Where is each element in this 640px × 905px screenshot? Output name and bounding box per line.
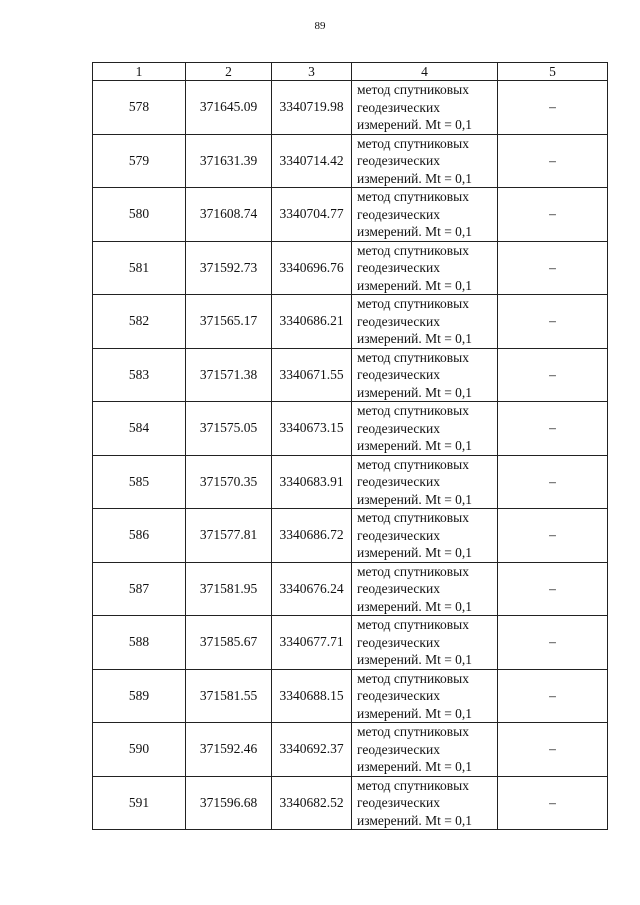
column-5-cell: – (498, 723, 608, 777)
x-coordinate-cell: 371581.55 (186, 669, 272, 723)
x-coordinate-cell: 371575.05 (186, 402, 272, 456)
column-5-cell: – (498, 241, 608, 295)
method-cell (352, 295, 498, 349)
point-number-cell: 586 (93, 509, 186, 563)
method-line: измерений. Mt = 0,1 (357, 545, 473, 560)
column-5-cell: – (498, 776, 608, 830)
x-coordinate-cell: 371571.38 (186, 348, 272, 402)
column-header-1: 1 (93, 63, 186, 81)
method-line: метод спутниковых (357, 563, 469, 579)
column-5-cell: – (498, 188, 608, 242)
table-row (93, 455, 608, 509)
column-5-cell: – (498, 562, 608, 616)
y-coordinate-cell: 3340719.98 (272, 81, 352, 135)
column-5-cell: – (498, 669, 608, 723)
x-coordinate-cell: 371608.74 (186, 188, 272, 242)
point-number-cell: 588 (93, 616, 186, 670)
x-coordinate-cell: 371592.73 (186, 241, 272, 295)
method-line: измерений. Mt = 0,1 (357, 812, 473, 828)
method-line: геодезических (357, 688, 440, 703)
y-coordinate-cell: 3340692.37 (272, 723, 352, 777)
method-line: измерений. Mt = 0,1 (357, 652, 473, 667)
method-line: измерений. Mt = 0,1 (357, 384, 473, 400)
method-line: измерений. Mt = 0,1 (357, 277, 473, 293)
y-coordinate-cell: 3340683.91 (272, 455, 352, 509)
table-row (93, 402, 608, 456)
column-5-cell: – (498, 402, 608, 456)
method-line: геодезических (357, 474, 440, 489)
point-number-cell: 585 (93, 455, 186, 509)
method-line: геодезических (357, 206, 440, 222)
method-cell (352, 348, 498, 402)
method-line: геодезических (357, 260, 440, 275)
method-line: геодезических (357, 527, 440, 543)
y-coordinate-cell: 3340676.24 (272, 562, 352, 616)
x-coordinate-cell: 371581.95 (186, 562, 272, 616)
method-cell (352, 134, 498, 188)
method-line: метод спутниковых (357, 670, 469, 686)
page-number: 89 (314, 20, 326, 32)
method-cell (352, 81, 498, 135)
table-body (93, 81, 608, 830)
method-line: геодезических (357, 634, 440, 650)
point-number-cell: 590 (93, 723, 186, 777)
method-line: измерений. Mt = 0,1 (357, 170, 473, 186)
point-number-cell: 582 (93, 295, 186, 349)
x-coordinate-cell: 371592.46 (186, 723, 272, 777)
x-coordinate-cell: 371596.68 (186, 776, 272, 830)
point-number-cell: 589 (93, 669, 186, 723)
point-number-cell: 579 (93, 134, 186, 188)
method-line: геодезических (357, 581, 440, 596)
y-coordinate-cell: 3340696.76 (272, 241, 352, 295)
table-row (93, 295, 608, 349)
method-cell (352, 509, 498, 563)
column-header-4: 4 (352, 63, 498, 81)
column-5-cell: – (498, 455, 608, 509)
method-line: метод спутниковых (357, 349, 469, 365)
y-coordinate-cell: 3340686.72 (272, 509, 352, 563)
column-5-cell: – (498, 81, 608, 135)
method-line: геодезических (357, 741, 440, 757)
y-coordinate-cell: 3340686.21 (272, 295, 352, 349)
point-number-cell: 578 (93, 81, 186, 135)
method-line: геодезических (357, 795, 440, 810)
y-coordinate-cell: 3340671.55 (272, 348, 352, 402)
method-line: метод спутниковых (357, 510, 469, 525)
table-row (93, 509, 608, 563)
method-line: геодезических (357, 99, 440, 115)
y-coordinate-cell: 3340714.42 (272, 134, 352, 188)
method-line: геодезических (357, 367, 440, 382)
x-coordinate-cell: 371645.09 (186, 81, 272, 135)
method-line: метод спутниковых (357, 189, 469, 204)
method-cell (352, 188, 498, 242)
point-number-cell: 581 (93, 241, 186, 295)
point-number-cell: 587 (93, 562, 186, 616)
table-row (93, 723, 608, 777)
table-row (93, 134, 608, 188)
table-header (93, 63, 608, 81)
method-cell (352, 669, 498, 723)
column-header-3: 3 (272, 63, 352, 81)
method-line: метод спутниковых (357, 724, 469, 739)
column-header-5: 5 (498, 63, 608, 81)
method-line: измерений. Mt = 0,1 (357, 331, 473, 346)
method-cell (352, 562, 498, 616)
column-5-cell: – (498, 348, 608, 402)
method-line: метод спутниковых (357, 617, 469, 632)
method-line: метод спутниковых (357, 135, 469, 151)
y-coordinate-cell: 3340673.15 (272, 402, 352, 456)
column-5-cell: – (498, 509, 608, 563)
method-line: измерений. Mt = 0,1 (357, 438, 473, 453)
column-5-cell: – (498, 134, 608, 188)
method-cell (352, 616, 498, 670)
method-line: геодезических (357, 313, 440, 329)
y-coordinate-cell: 3340682.52 (272, 776, 352, 830)
y-coordinate-cell: 3340677.71 (272, 616, 352, 670)
method-line: измерений. Mt = 0,1 (357, 224, 473, 239)
method-line: метод спутниковых (357, 456, 469, 472)
method-cell (352, 402, 498, 456)
method-line: геодезических (357, 153, 440, 168)
method-line: метод спутниковых (357, 296, 469, 311)
table-row (93, 188, 608, 242)
method-line: метод спутниковых (357, 777, 469, 793)
x-coordinate-cell: 371585.67 (186, 616, 272, 670)
method-line: измерений. Mt = 0,1 (357, 705, 473, 721)
table-row (93, 562, 608, 616)
table-header-row (93, 63, 608, 81)
method-line: измерений. Mt = 0,1 (357, 598, 473, 614)
coordinates-table (92, 62, 608, 830)
point-number-cell: 580 (93, 188, 186, 242)
method-line: геодезических (357, 420, 440, 436)
method-cell (352, 723, 498, 777)
table-row (93, 616, 608, 670)
method-cell (352, 776, 498, 830)
x-coordinate-cell: 371577.81 (186, 509, 272, 563)
method-cell (352, 455, 498, 509)
column-5-cell: – (498, 295, 608, 349)
method-line: метод спутниковых (357, 82, 469, 97)
method-line: измерений. Mt = 0,1 (357, 759, 473, 774)
table-row (93, 81, 608, 135)
y-coordinate-cell: 3340704.77 (272, 188, 352, 242)
column-5-cell: – (498, 616, 608, 670)
point-number-cell: 584 (93, 402, 186, 456)
table-row (93, 776, 608, 830)
method-cell (352, 241, 498, 295)
y-coordinate-cell: 3340688.15 (272, 669, 352, 723)
x-coordinate-cell: 371565.17 (186, 295, 272, 349)
method-line: измерений. Mt = 0,1 (357, 491, 473, 507)
x-coordinate-cell: 371570.35 (186, 455, 272, 509)
x-coordinate-cell: 371631.39 (186, 134, 272, 188)
point-number-cell: 591 (93, 776, 186, 830)
point-number-cell: 583 (93, 348, 186, 402)
table-row (93, 669, 608, 723)
table-row (93, 241, 608, 295)
table-row (93, 348, 608, 402)
method-line: измерений. Mt = 0,1 (357, 117, 473, 132)
method-line: метод спутниковых (357, 403, 469, 418)
column-header-2: 2 (186, 63, 272, 81)
method-line: метод спутниковых (357, 242, 469, 258)
